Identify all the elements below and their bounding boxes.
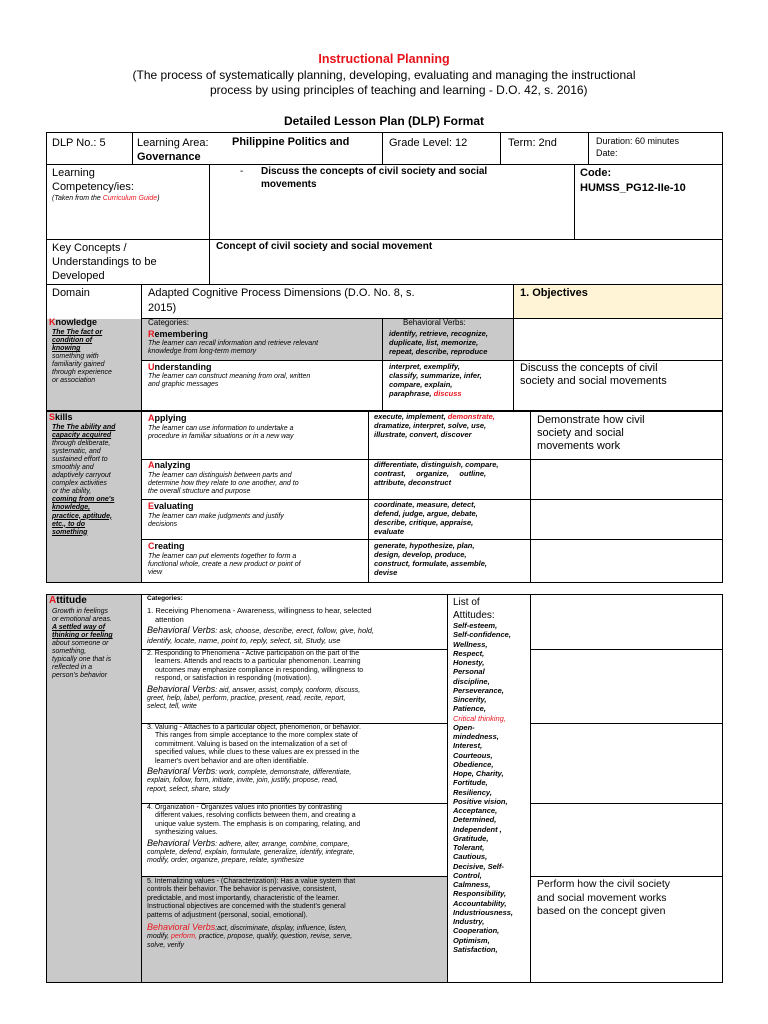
acpd-header-1: Adapted Cognitive Process Dimensions (D.O. No. 8, s. <box>148 287 415 299</box>
creating-description: The learner can put elements together to form a functional whole, create a new product or point of view <box>148 553 301 577</box>
subtitle-line-1: (The process of systematically planning, developing, evaluating and managing the instructional <box>132 68 636 82</box>
date: Date: <box>596 148 618 158</box>
understanding-verbs: interpret, exemplify, classify, summarize, infer, compare, explain, paraphrase, discuss <box>389 362 482 398</box>
analyzing-title: Analyzing <box>148 460 191 470</box>
category-receiving: 1. Receiving Phenomena - Awareness, willingness to hear, selected attention Behavioral Verbs: ask, choose, describe, erect, follow, give, hold, identify, locate, name, point to, reply, select, sit, Study, use <box>147 606 375 645</box>
analyzing-description: The learner can distinguish between parts and determine how they relate to one another, and to the overall structure and purpose <box>148 472 299 496</box>
attitude-objective: Perform how the civil society and social movement works based on the concept given <box>537 878 671 918</box>
understanding-title: Understanding <box>148 362 212 372</box>
key-concepts-label-2: Understandings to be <box>52 256 157 268</box>
evaluating-verbs: coordinate, measure, detect, defend, judge, argue, debate, describe, critique, appraise, evaluate <box>374 500 478 536</box>
category-organization: 4. Organization - Organizes values into priorities by contrasting different values, resolving conflicts between them, and creating a unique value system. The emphasis is on comparing, relating, and synthesizing values. Behavioral Verbs: adhere, alter, arrange, combine, compare, complete, defend, explain, formulate, generalize, identify, integrate, modify, order, organize, prepare, relate, synthesize <box>147 804 361 865</box>
category-internalizing: 5. Internalizing values - (Characterization): Has a value system that controls their behavior. The behavior is pervasive, consistent, predictable, and most importantly, characteristic of the learner. Instructional objectives are concerned with the student's general patterns of adjustment (personal, social, emotional). Behavioral Verbs:act, discriminate, display, influence, listen, modify, perform, practice, propose, qualify, question, revise, serve, solve, verify <box>147 878 356 949</box>
categories-header: Categories: <box>148 318 189 327</box>
creating-verbs: generate, hypothesize, plan, design, develop, produce, construct, formulate, assemble, devise <box>374 541 487 577</box>
skills-title: Skills <box>49 412 73 422</box>
remembering-description: The learner can recall information and retrieve relevant knowledge from long-term memory <box>148 340 319 356</box>
learning-area-label: Learning Area: <box>137 137 209 149</box>
objectives-header: 1. Objectives <box>520 287 588 299</box>
code-label: Code: <box>580 167 612 179</box>
curriculum-guide-note: (Taken from the Curriculum Guide) <box>52 195 160 202</box>
skills-objective: Demonstrate how civil society and social movements work <box>537 414 645 453</box>
skills-description: The The ability and capacity acquired through deliberate, systematic, and sustained effort to smoothly and adaptively carryout complex activities or the ability, coming from one's knowledge, practice, aptitude, etc., to do something <box>52 424 116 536</box>
competency-label-1: Learning <box>52 167 95 179</box>
code-value: HUMSS_PG12-IIe-10 <box>580 182 686 194</box>
learning-area-value-2: Governance <box>137 151 201 163</box>
knowledge-title: Knowledge <box>49 317 98 327</box>
learning-area-value: Philippine Politics and <box>232 136 350 148</box>
remembering-verbs: identify, retrieve, recognize, duplicate, list, memorize, repeat, describe, reproduce <box>389 329 488 356</box>
applying-description: The learner can use information to undertake a procedure in familiar situations or in a new way <box>148 425 294 441</box>
competency-dash: - <box>240 166 244 177</box>
acpd-header-2: 2015) <box>148 302 177 314</box>
category-responding: 2. Responding to Phenomena - Active participation on the part of the learners. Attends and reacts to a particular phenomenon. Learning outcomes may emphasize compliance in responding, willingness to respond, or satisfaction in responding (motivation). Behavioral Verbs: aid, answer, assist, comply, conform, discuss, greet, help, label, perform, practice, present, read, recite, report, select, tell, write <box>147 650 364 711</box>
remembering-title: Remembering <box>148 329 209 339</box>
analyzing-verbs: differentiate, distinguish, compare, contrast, organize, outline, attribute, deconstruct <box>374 460 499 487</box>
knowledge-description: The The fact or condition of knowing something with familiarity gained through experience or association <box>52 329 112 385</box>
understanding-description: The learner can construct meaning from oral, written and graphic messages <box>148 373 311 389</box>
subtitle-line-2: process by using principles of teaching and learning - D.O. 42, s. 2016) <box>210 83 588 97</box>
applying-title: Applying <box>148 413 187 423</box>
key-concepts-label-3: Developed <box>52 270 105 282</box>
competency-label-2: Competency/ies: <box>52 181 134 193</box>
dlp-number: DLP No.: 5 <box>52 137 106 149</box>
duration: Duration: 60 minutes <box>596 136 680 146</box>
dlp-format-title: Detailed Lesson Plan (DLP) Format <box>283 114 485 128</box>
applying-verbs: execute, implement, demonstrate, dramatize, interpret, solve, use, illustrate, convert, discover <box>374 412 495 439</box>
competency-text-1: Discuss the concepts of civil society and social <box>261 166 488 177</box>
key-concepts-value: Concept of civil society and social movement <box>216 241 433 252</box>
list-of-attitudes-title: List of Attitudes: <box>453 597 495 621</box>
attitude-title: Attitude <box>49 595 87 606</box>
attitude-description: Growth in feelings or emotional areas. A settled way of thinking or feeling about someone or something, typically one that is reflected in a person's behavior <box>52 608 113 680</box>
competency-text-2: movements <box>261 179 317 190</box>
category-valuing: 3. Valuing - Attaches to a particular object, phenomenon, or behavior. This ranges from simple acceptance to the more complex state of commitment. Valuing is based on the internalization of a set of specified values, while clues to these values are ex pressed in the learner's overt behavior and are often identifiable. Behavioral Verbs: work, complete, demonstrate, differentiate, explain, follow, form, initiate, invite, join, justify, propose, read, report, select, share, study <box>147 724 361 793</box>
behavioral-verbs-header: Behavioral Verbs: <box>403 318 466 327</box>
attitude-categories-label: Categories: <box>147 595 183 602</box>
term: Term: 2nd <box>508 137 557 149</box>
knowledge-objective: Discuss the concepts of civil society and social movements <box>520 362 667 388</box>
grade-level: Grade Level: 12 <box>389 137 468 149</box>
evaluating-description: The learner can make judgments and justify decisions <box>148 513 284 529</box>
creating-title: Creating <box>148 541 185 551</box>
instructional-planning-title: Instructional Planning <box>318 52 450 66</box>
domain-header: Domain <box>52 287 90 299</box>
key-concepts-label-1: Key Concepts / <box>52 242 127 254</box>
evaluating-title: Evaluating <box>148 501 194 511</box>
attitudes-list: Self-esteem, Self-confidence, Wellness, Respect, Honesty, Personal discipline, Perseverance, Sincerity, Patience, Critical thinking, Open- mindedness, Interest, Courteous, Obedience, Hope, Charity, Fortitude, Resiliency, Positive vision, Acceptance, Determined, Independent , Gratitude, Tolerant, Cautious, Decisive, Self- Control, Calmness, Responsibility, Accountability, Industriousness, Industry, Cooperation, Optimism, Satisfaction, <box>453 621 514 954</box>
